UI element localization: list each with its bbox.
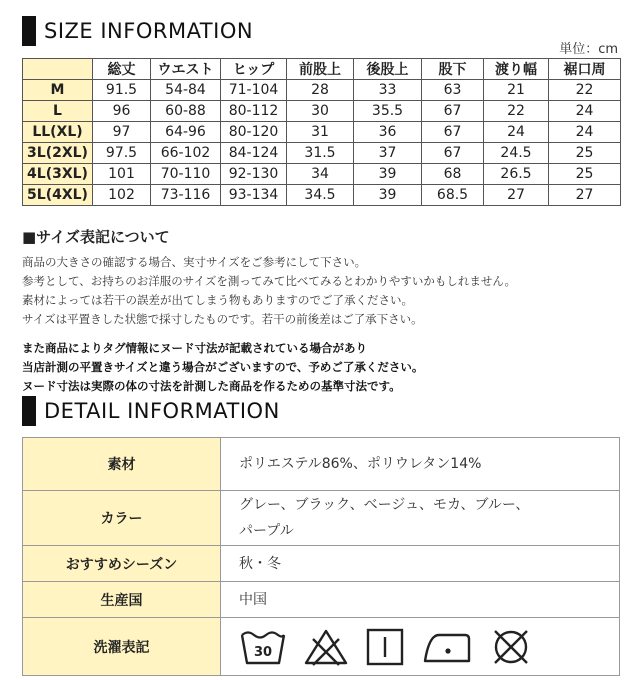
size-table-header-row — [23, 59, 621, 80]
detail-label: おすすめシーズン — [23, 546, 221, 582]
size-column-header: 股下 — [422, 59, 484, 80]
size-cell: 26.5 — [484, 164, 549, 185]
detail-row-origin — [23, 582, 620, 618]
detail-label: 洗濯表記 — [23, 618, 221, 676]
detail-row-care — [23, 618, 620, 676]
size-cell: 21 — [484, 80, 549, 101]
size-cell: 28 — [287, 80, 354, 101]
size-table-corner — [23, 59, 93, 80]
size-column-header: 渡り幅 — [484, 59, 549, 80]
size-cell: 71-104 — [221, 80, 287, 101]
detail-value — [221, 491, 620, 546]
size-cell: 73-116 — [151, 185, 221, 206]
size-row — [23, 101, 621, 122]
size-cell: 80-112 — [221, 101, 287, 122]
size-cell: 67 — [422, 101, 484, 122]
detail-section-header — [22, 396, 280, 426]
size-cell: 102 — [93, 185, 151, 206]
size-row-label: 3L(2XL) — [23, 143, 93, 164]
size-cell: 68.5 — [422, 185, 484, 206]
size-notes-title: ■サイズ表記について — [22, 228, 170, 246]
size-cell: 97 — [93, 122, 151, 143]
unit-label: 単位：cm — [559, 42, 618, 57]
size-cell: 31 — [287, 122, 354, 143]
detail-section-title: DETAIL INFORMATION — [44, 399, 280, 423]
note-line: 商品の大きさの確認する場合、実寸サイズをご参考にして下さい。 — [22, 255, 367, 269]
size-cell: 97.5 — [93, 143, 151, 164]
size-section-header — [22, 16, 253, 46]
size-cell: 27 — [484, 185, 549, 206]
iron-low-icon — [421, 627, 473, 667]
detail-value — [221, 618, 620, 676]
size-cell: 92-130 — [221, 164, 287, 185]
size-row-label: L — [23, 101, 93, 122]
size-column-header: 前股上 — [287, 59, 354, 80]
size-cell: 63 — [422, 80, 484, 101]
size-cell: 24 — [549, 122, 621, 143]
size-notes — [22, 226, 622, 396]
size-row-label: 4L(3XL) — [23, 164, 93, 185]
size-row — [23, 122, 621, 143]
size-cell: 34.5 — [287, 185, 354, 206]
note-bold-line: また商品によりタグ情報にヌード寸法が記載されている場合があり — [22, 341, 367, 355]
size-cell: 36 — [354, 122, 422, 143]
note-line: 参考として、お持ちのお洋服のサイズを測ってみて比べてみるとわかりやすいかもしれません。 — [22, 274, 517, 288]
no-dry-clean-icon — [489, 627, 533, 667]
size-cell: 22 — [484, 101, 549, 122]
no-bleach-icon — [303, 627, 349, 667]
size-cell: 67 — [422, 122, 484, 143]
size-column-header: ヒップ — [221, 59, 287, 80]
size-cell: 24 — [549, 101, 621, 122]
laundry-icons — [239, 627, 619, 667]
header-bar — [22, 396, 36, 426]
detail-row-color — [23, 491, 620, 546]
detail-value: ポリエステル86%、ポリウレタン14% — [221, 438, 620, 491]
size-cell: 24 — [484, 122, 549, 143]
size-cell: 24.5 — [484, 143, 549, 164]
size-cell: 67 — [422, 143, 484, 164]
size-cell: 96 — [93, 101, 151, 122]
size-row — [23, 80, 621, 101]
size-column-header: 後股上 — [354, 59, 422, 80]
header-bar — [22, 16, 36, 46]
size-row — [23, 164, 621, 185]
size-table — [22, 58, 621, 206]
size-column-header: 裾口周 — [549, 59, 621, 80]
size-column-header: ウエスト — [151, 59, 221, 80]
size-cell: 64-96 — [151, 122, 221, 143]
size-cell: 25 — [549, 164, 621, 185]
size-cell: 68 — [422, 164, 484, 185]
size-cell: 30 — [287, 101, 354, 122]
size-cell: 39 — [354, 164, 422, 185]
detail-value: 秋・冬 — [221, 546, 620, 582]
size-cell: 22 — [549, 80, 621, 101]
size-cell: 39 — [354, 185, 422, 206]
size-cell: 34 — [287, 164, 354, 185]
note-line: サイズは平置きした状態で採寸したものです。若干の前後差はご了承下さい。 — [22, 312, 423, 326]
color-line-2: パープル — [239, 523, 294, 539]
size-row-label: M — [23, 80, 93, 101]
size-row — [23, 185, 621, 206]
size-cell: 54-84 — [151, 80, 221, 101]
detail-label: 素材 — [23, 438, 221, 491]
size-row — [23, 143, 621, 164]
size-cell: 101 — [93, 164, 151, 185]
wash-temp: 30 — [253, 644, 273, 660]
detail-table — [22, 437, 620, 676]
size-cell: 37 — [354, 143, 422, 164]
size-cell: 91.5 — [93, 80, 151, 101]
size-cell: 27 — [549, 185, 621, 206]
color-line-1: グレー、ブラック、ベージュ、モカ、ブルー、 — [239, 497, 530, 513]
size-cell: 66-102 — [151, 143, 221, 164]
detail-label: 生産国 — [23, 582, 221, 618]
detail-row-material — [23, 438, 620, 491]
detail-label: カラー — [23, 491, 221, 546]
size-column-header: 総丈 — [93, 59, 151, 80]
size-cell: 31.5 — [287, 143, 354, 164]
wash-30-icon — [239, 627, 287, 667]
size-cell: 33 — [354, 80, 422, 101]
note-bold-line: 当店計測の平置きサイズと違う場合がございますので、予めご了承ください。 — [22, 360, 424, 374]
size-cell: 35.5 — [354, 101, 422, 122]
note-line: 素材によっては若干の誤差が出てしまう物もありますのでご了承ください。 — [22, 293, 413, 307]
size-row-label: 5L(4XL) — [23, 185, 93, 206]
size-row-label: LL(XL) — [23, 122, 93, 143]
detail-value: 中国 — [221, 582, 620, 618]
line-dry-icon — [365, 627, 405, 667]
size-section-title: SIZE INFORMATION — [44, 19, 254, 43]
size-cell: 25 — [549, 143, 621, 164]
size-cell: 60-88 — [151, 101, 221, 122]
note-bold-line: ヌード寸法は実際の体の寸法を計測した商品を作るための基準寸法です。 — [22, 379, 401, 393]
size-cell: 80-120 — [221, 122, 287, 143]
detail-row-season — [23, 546, 620, 582]
size-cell: 84-124 — [221, 143, 287, 164]
size-cell: 93-134 — [221, 185, 287, 206]
size-cell: 70-110 — [151, 164, 221, 185]
